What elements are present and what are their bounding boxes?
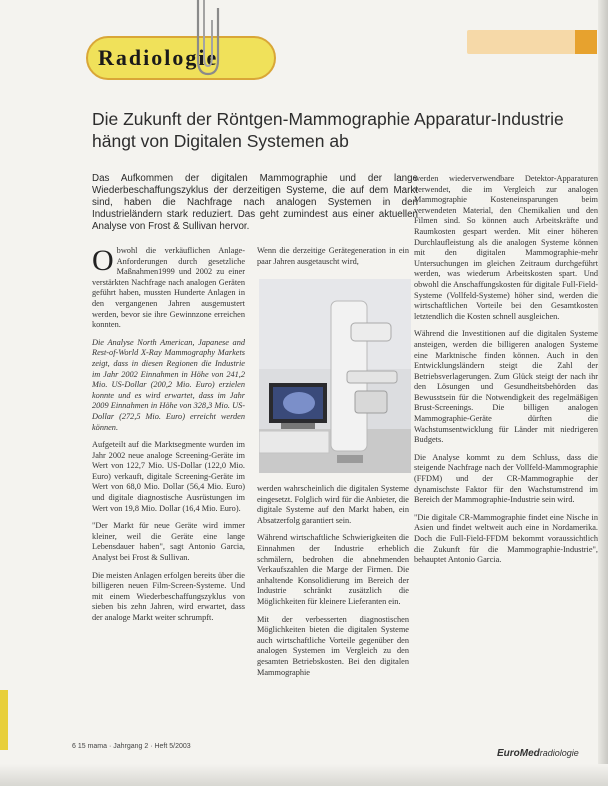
paragraph: "Der Markt für neue Geräte wird immer kleiner, weil die Geräte eine lange Lebensdauer haben", sagt Antonio Garcia, Analyst bei Frost & Sullivan. <box>92 521 245 563</box>
paragraph: Die Analyse kommt zu dem Schluss, dass die steigende Nachfrage nach der Vollfeld-Mammographie (FFDM) und der CR-Mammographie der dynamischste Faktor für den Wachstumstrend im Bereich der Mammographie-Industrie sein wird. <box>414 452 598 505</box>
page-footer: 6 15 mama · Jahrgang 2 · Heft 5/2003 <box>72 743 191 750</box>
brand-logo <box>497 748 579 759</box>
section-logo-text: Radiologie <box>98 45 219 70</box>
paragraph: "Die digitale CR-Mammographie findet eine Nische in Asien und findet weltweit auch eine in Nordamerika. Doch die Full-Field-FFDM bekommt voraussichtlich die Zukunft für die Mammographie-Industrie", behauptet Antonio Garcia. <box>414 512 598 565</box>
text-column-2-bottom <box>257 484 409 685</box>
article-lead: Das Aufkommen der digitalen Mammographie und der lange Wiederbeschaffungszyklus der derzeitigen Systeme, die auf dem Markt sind, haben die Nachfrage nach analogen Systemen in den Industrieländern stark reduziert. Das geht zumindest aus einer aktuellen Analyse von Frost & Sullivan hervor. <box>92 173 418 232</box>
paragraph: werden wiederverwendbare Detektor-Apparaturen verwendet, die im Vergleich zur analogen Mammographie Kosteneinsparungen beim verwendeten Material, den Chemikalien und den Filmen sind. So können auch Arbeitskräfte und Raumkosten gespart werden. Mit einer höheren Durchlaufleistung als die analogen Systeme können mit den digitalen Mammographie-mehr Untersuchungen im gleichen Zeitraum durchgeführt werden, was wiederum Arbeitskosten spart. Und obwohl die Anschaffungskosten für digitale Full-Field-Systeme (Vollfeld-Systeme) höher sind, werden die wirtschaftlichen Vorteile bei den Gesamtkosten letztendlich die Kosten schnell ausgleichen. <box>414 174 598 321</box>
brand-logo-bold: EuroMed <box>497 748 540 759</box>
section-logo <box>86 36 276 80</box>
section-tab <box>467 30 587 54</box>
page-curl-shadow-bottom <box>0 764 608 786</box>
section-tab-accent <box>575 30 597 54</box>
paragraph: Während die Investitionen auf die digitalen Systeme ansteigen, werden die billigeren analogen Systeme eine Marktnische finden können. Auch in den Entwicklungsländern steigt die Zahl der Betriebsverlagerungen. Zum Glück steigt der nach ihr den Lösungen und Gesundheitsbehörden das Bewusstsein für die Notwendigkeit des regelmäßigen Brust-Screenings. Die billigen analogen Mammographie-Geräte dürften die Wachstumsentwicklung für Länder mit niedrigeren Budgets. <box>414 329 598 445</box>
yellow-edge-marker <box>0 690 8 750</box>
paragraph: bwohl die verkäuflichen Anlage-Anforderungen durch gesetzliche Maßnahmen1999 und 2002 zu einer verstärkten Nachfrage nach analogen Geräten geführt haben, mussten Hunderte Anlagen in den vergangenen Jahren ausgemustert werden, bevor sie ihre Gewinnzone erreichen konnten. <box>92 246 245 330</box>
paragraph: Aufgeteilt auf die Marktsegmente wurden im Jahr 2002 neue analoge Screening-Geräte im Wert von 122,7 Mio. US-Dollar (122,0 Mio. Euro) verkauft, digitale Screening-Geräte im Wert von 68,0 Mio. Dollar (56,4 Mio. Euro) und digitale diagnostische Ausrüstungen im Wert von 19,8 Mio. Dollar (16,4 Mio. Euro). <box>92 440 245 513</box>
paragraph: Wenn die derzeitige Gerätegeneration in ein paar Jahren ausgetauscht wird, <box>257 246 409 266</box>
paperclip-icon <box>190 0 226 78</box>
text-column-3 <box>414 174 598 573</box>
paragraph: werden wahrscheinlich die digitalen Systeme eingesetzt. Folglich wird für die Anbieter, die digitale Systeme auf den Markt haben, ein Absatzerfolg garantiert sein. <box>257 484 409 525</box>
paragraph: Während wirtschaftliche Schwierigkeiten die Einnahmen der Industrie erheblich schmälern, bedrohen die abnehmenden Verkaufszahlen die Marge der Firmen. Die anhaltende Konsolidierung im Bereich der Industrie schränkt zusätzlich die Möglichkeiten für kleinere Lieferanten ein. <box>257 533 409 606</box>
text-column-1 <box>92 246 245 631</box>
page-curl-shadow-right <box>598 0 608 786</box>
paragraph: Mit der verbesserten diagnostischen Möglichkeiten bieten die digitalen Systeme auch wirtschaftliche Vorteile gegenüber den analogen Systemen im Vergleich zu den gesamten Betriebskosten. Bei den digitalen Mammographie <box>257 614 409 677</box>
paragraph: Die Analyse North American, Japanese and Rest-of-World X-Ray Mammography Markets zeigt, dass in diesen Regionen die Industrie im Jahr 2002 Einnahmen in Höhe von 241,2 Mio. US-Dollar (200,2 Mio. Euro) erzielen konnte und es wird erwartet, dass im Jahr 2009 Einnahmen in Höhe von 328,3 Mio. US-Dollar (272,5 Mio. Euro) erreicht werden können. <box>92 337 245 432</box>
article-headline: Die Zukunft der Röntgen-Mammographie Apparatur-Industrie hängt von Digitalen Systemen ab <box>92 109 564 151</box>
mammography-device-photo <box>259 279 411 473</box>
drop-cap: O <box>92 244 114 277</box>
paragraph: Die meisten Anlagen erfolgen bereits über die billigeren neuen Film-Screen-Systeme. Und mit einem Wiederbeschaffungszyklus von sieben bis zehn Jahren, wird erwartet, dass der analoge Markt weiter schrumpft. <box>92 570 245 622</box>
brand-logo-rest: radiologie <box>539 748 579 758</box>
text-column-2-top <box>257 246 409 274</box>
